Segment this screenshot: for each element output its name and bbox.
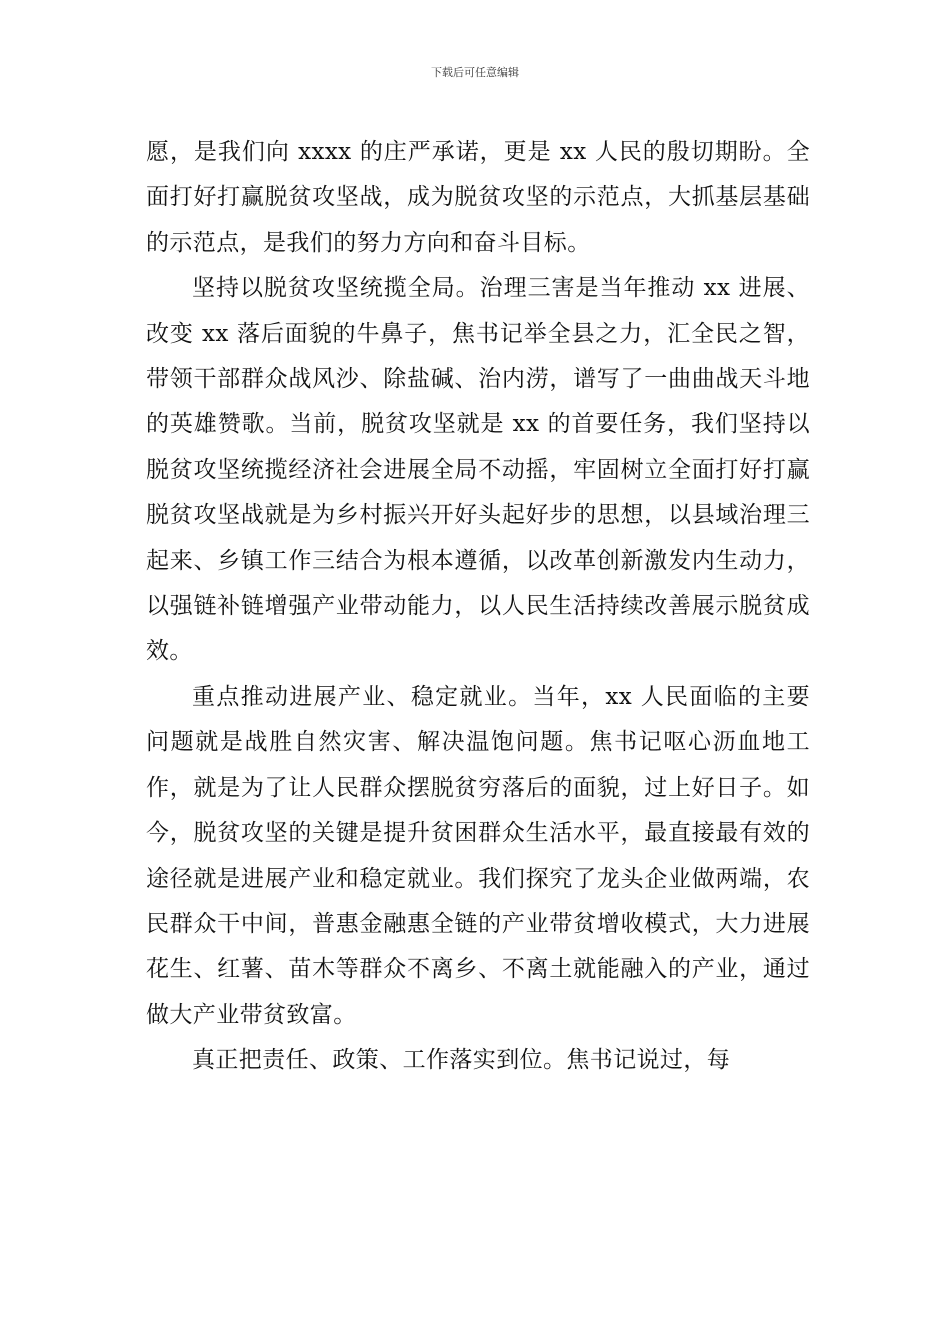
paragraph-industry-employment: 重点推动进展产业、稳定就业。当年，xx 人民面临的主要问题就是战胜自然灾害、解决温饱问题。焦书记呕心沥血地工作，就是为了让人民群众摆脱贫穷落后的面貌，过上好日子。如今，脱贫攻坚的关键是提升贫困群众生活水平，最直接最有效的途径就是进展产业和稳定就业。我们探究了龙头企业做两端，农民群众干中间，普惠金融惠全链的产业带贫增收模式，大力进展花生、红薯、苗木等群众不离乡、不离土就能融入的产业，通过做大产业带贫致富。 (146, 683, 810, 1028)
paragraph-responsibility: 真正把责任、政策、工作落实到位。焦书记说过，每 (192, 1047, 731, 1074)
document-body (146, 130, 810, 1084)
paragraph-poverty-overall: 坚持以脱贫攻坚统揽全局。治理三害是当年推动 xx 进展、改变 xx 落后面貌的牛鼻子，焦书记举全县之力，汇全民之智，带领干部群众战风沙、除盐碱、治内涝，谱写了一曲曲战天斗地的英雄赞歌。当前，脱贫攻坚就是 xx 的首要任务，我们坚持以脱贫攻坚统揽经济社会进展全局不动摇，牢固树立全面打好打赢脱贫攻坚战就是为乡村振兴开好头起好步的思想，以县域治理三起来、乡镇工作三结合为根本遵循，以改革创新激发内生动力，以强链补链增强产业带动能力，以人民生活持续改善展示脱贫成效。 (146, 275, 810, 665)
header-note: 下载后可任意编辑 (431, 66, 519, 79)
paragraph-continuation: 愿，是我们向 xxxx 的庄严承诺，更是 xx 人民的殷切期盼。全面打好打赢脱贫攻坚战，成为脱贫攻坚的示范点，大抓基层基础的示范点，是我们的努力方向和奋斗目标。 (146, 139, 810, 256)
